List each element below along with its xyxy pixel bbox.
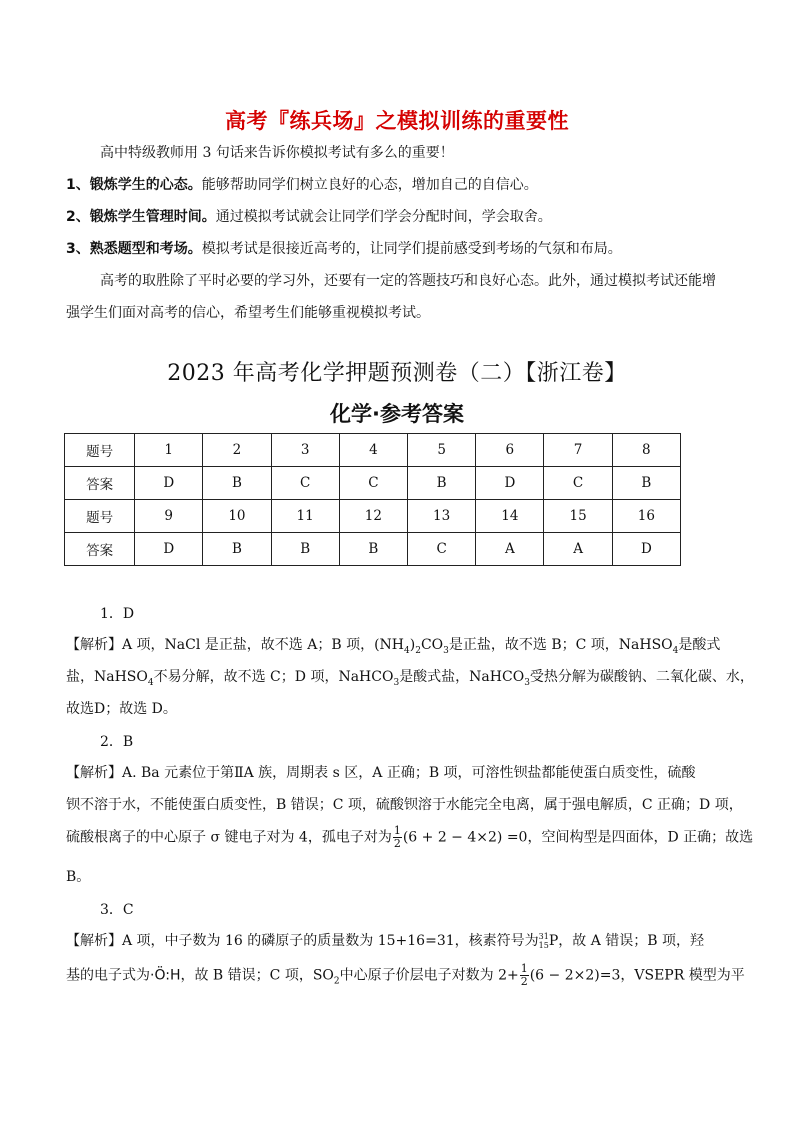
fraction-denominator: 2 [393,837,401,850]
text-segment: 是酸式 [678,637,721,653]
fraction [520,963,529,988]
text-segment: (6 − 2×2)=3，VSEPR 模型为平 [529,967,745,984]
question-number: 7 [544,434,612,467]
question-number: 5 [408,434,476,467]
table-row [65,500,681,533]
subscript: 3 [524,677,530,688]
text-segment: 盐，NaHSO [66,669,148,685]
q2-heading: 2．B [100,734,134,750]
answer-cell: B [612,467,680,500]
subscript: 4 [147,677,154,688]
promo-point-1 [66,175,538,195]
answer-cell: B [203,467,271,500]
answer-cell: B [203,533,271,566]
text-segment: 硫酸根离子的中心原子 σ 键电子对为 4，孤电子对为 [66,829,392,846]
answer-cell: B [339,533,407,566]
promo-closing-line-1: 高考的取胜除了平时必要的学习外，还要有一定的答题技巧和良好心态。此外，通过模拟考试还能增 [100,273,716,289]
text-segment: 【解析】A 项，中子数为 16 的磷原子的质量数为 15+16=31，核素符号为 [66,933,539,949]
subscript: 3 [393,677,400,688]
mass-number: 31 [538,932,549,941]
text-segment: 基的电子式为 [66,967,150,984]
point-text: 能够帮助同学们树立良好的心态，增加自己的自信心。 [201,177,538,193]
table-row [65,467,681,500]
q3-heading: 3．C [100,902,134,918]
question-number: 12 [339,500,407,533]
subscript: 2 [333,976,340,987]
answer-cell: D [135,467,203,500]
point-lead: 3、熟悉题型和考场。 [66,241,202,257]
table-row [65,533,681,566]
promo-point-2 [66,207,552,227]
question-number: 10 [203,500,271,533]
point-text: 模拟考试是很接近高考的，让同学们提前感受到考场的气氛和布局。 [201,241,622,257]
text-segment: 中心原子价层电子对数为 2+ [339,967,519,984]
answer-cell: C [339,467,407,500]
answer-table [64,433,681,566]
answer-cell: C [544,467,612,500]
subscript: 3 [443,645,449,656]
answer-key-title: 化学·参考答案 [330,402,464,426]
subscript: 2 [415,645,421,656]
q3-line-1 [66,931,704,951]
row-header-answer: 答案 [65,467,135,500]
text-segment: CO [420,637,444,653]
question-number: 3 [271,434,339,467]
fraction-numerator: 1 [520,962,528,975]
question-number: 16 [612,500,680,533]
text-segment: P，故 A 错误；B 项，羟 [548,933,704,949]
table-row [65,434,681,467]
question-number: 14 [476,500,544,533]
question-number: 11 [271,500,339,533]
answer-cell: A [476,533,544,566]
question-number: 4 [339,434,407,467]
text-segment: ，故 B 错误；C 项，SO [180,967,334,984]
point-text: 通过模拟考试就会让同学们学会分配时间，学会取舍。 [215,209,552,225]
subscript: 4 [404,645,410,656]
answer-cell: D [476,467,544,500]
q2-line-1: 【解析】A. Ba 元素位于第ⅡA 族，周期表 s 区，A 正确；B 项，可溶性钡盐都能使蛋白质变性，硫酸 [66,765,696,781]
answer-cell: D [135,533,203,566]
q1-line-1 [66,635,720,661]
promo-closing-line-2: 强学生们面对高考的信心，希望考生们能够重视模拟考试。 [66,305,430,321]
text-segment: ) [409,637,416,653]
q1-line-2 [66,667,754,693]
nuclide-indices [539,932,549,950]
row-header-answer: 答案 [65,533,135,566]
question-number: 6 [476,434,544,467]
q2-line-2: 钡不溶于水，不能使蛋白质变性，B 错误；C 项，硫酸钡溶于水能完全电离，属于强电解质，C 正确；D 项， [66,797,743,813]
answer-cell: D [612,533,680,566]
fraction [393,825,402,850]
point-lead: 2、锻炼学生管理时间。 [66,209,216,225]
q1-heading: 1．D [100,606,135,622]
question-number: 9 [135,500,203,533]
text-segment: 是正盐，故不选 B；C 项，NaHSO [448,637,673,653]
exam-title: 2023 年高考化学押题预测卷（二）【浙江卷】 [167,361,627,386]
subscript: 4 [672,645,679,656]
answer-cell: A [544,533,612,566]
question-number: 8 [612,434,680,467]
promo-point-3 [66,239,622,259]
text-segment: 【解析】A 项，NaCl 是正盐，故不选 A；B 项，(NH [66,637,405,653]
q2-line-4: B。 [66,869,91,885]
answer-cell: B [408,467,476,500]
answer-cell: B [271,533,339,566]
answer-cell: C [408,533,476,566]
answer-cell: C [271,467,339,500]
text-segment: 是酸式盐，NaHCO [399,669,525,685]
q1-line-3: 故选D；故选 D。 [66,701,177,717]
electron-formula: ·Ö:H [150,967,181,984]
row-header-question: 题号 [65,500,135,533]
text-segment: 不易分解，故不选 C；D 项，NaHCO [153,669,394,685]
question-number: 2 [203,434,271,467]
row-header-question: 题号 [65,434,135,467]
text-segment: (6 + 2 − 4×2) =0，空间构型是四面体，D 正确；故选 [402,829,754,846]
question-number: 1 [135,434,203,467]
question-number: 15 [544,500,612,533]
promo-title: 高考『练兵场』之模拟训练的重要性 [225,109,569,133]
promo-intro: 高中特级教师用 3 句话来告诉你模拟考试有多么的重要！ [100,145,454,161]
question-number: 13 [408,500,476,533]
fraction-denominator: 2 [520,975,528,988]
fraction-numerator: 1 [393,824,401,837]
q2-line-3 [66,825,753,850]
text-segment: 受热分解为碳酸钠、二氧化碳、水， [529,669,754,685]
q3-line-2 [66,963,745,991]
point-lead: 1、锻炼学生的心态。 [66,177,202,193]
atomic-number: 15 [538,941,549,950]
